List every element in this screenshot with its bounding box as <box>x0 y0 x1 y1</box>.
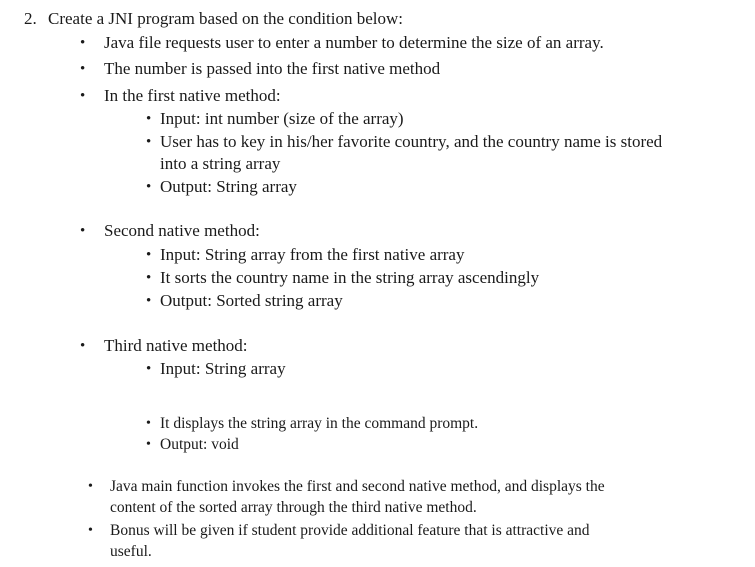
question-number: 2. <box>24 9 37 28</box>
third-method-output: Output: void <box>160 436 239 453</box>
bullet-glyph: • <box>146 134 152 150</box>
bullet-glyph: • <box>146 361 152 377</box>
third-method-input: Input: String array <box>160 359 286 378</box>
bullet-glyph: • <box>80 35 86 51</box>
item-first-method-title: In the first native method: <box>104 86 281 105</box>
bullet-glyph: • <box>88 523 93 538</box>
bonus-line2: useful. <box>110 543 152 560</box>
second-method-output: Output: Sorted string array <box>160 291 343 310</box>
third-method-action: It displays the string array in the command prompt. <box>160 415 479 432</box>
bullet-glyph: • <box>146 247 152 263</box>
first-method-output: Output: String array <box>160 177 297 196</box>
item-request-size: Java file requests user to enter a number to determine the size of an array. <box>104 33 604 52</box>
bullet-glyph: • <box>146 293 152 309</box>
bullet-glyph: • <box>146 179 152 195</box>
bullet-glyph: • <box>80 223 86 239</box>
bullet-glyph: • <box>146 270 152 286</box>
bullet-glyph: • <box>146 437 151 452</box>
first-method-action-line2: into a string array <box>160 154 281 173</box>
second-method-input: Input: String array from the first native array <box>160 245 465 264</box>
second-method-action: It sorts the country name in the string array ascendingly <box>160 268 540 287</box>
third-method-title: Third native method: <box>104 336 248 355</box>
bullet-glyph: • <box>146 416 151 431</box>
bullet-glyph: • <box>80 338 86 354</box>
question-title: Create a JNI program based on the condition below: <box>48 9 404 28</box>
bonus-line1: Bonus will be given if student provide additional feature that is attractive and <box>110 522 590 539</box>
bullet-glyph: • <box>88 479 93 494</box>
item-pass-number: The number is passed into the first native method <box>104 59 441 78</box>
bullet-glyph: • <box>80 61 86 77</box>
second-method-title: Second native method: <box>104 221 260 240</box>
bullet-glyph: • <box>80 88 86 104</box>
main-function-line1: Java main function invokes the first and second native method, and displays the <box>110 478 605 495</box>
first-method-action-line1: User has to key in his/her favorite country, and the country name is stored <box>160 132 663 151</box>
main-function-line2: content of the sorted array through the third native method. <box>110 499 477 516</box>
bullet-glyph: • <box>146 111 152 127</box>
first-method-input: Input: int number (size of the array) <box>160 109 404 128</box>
